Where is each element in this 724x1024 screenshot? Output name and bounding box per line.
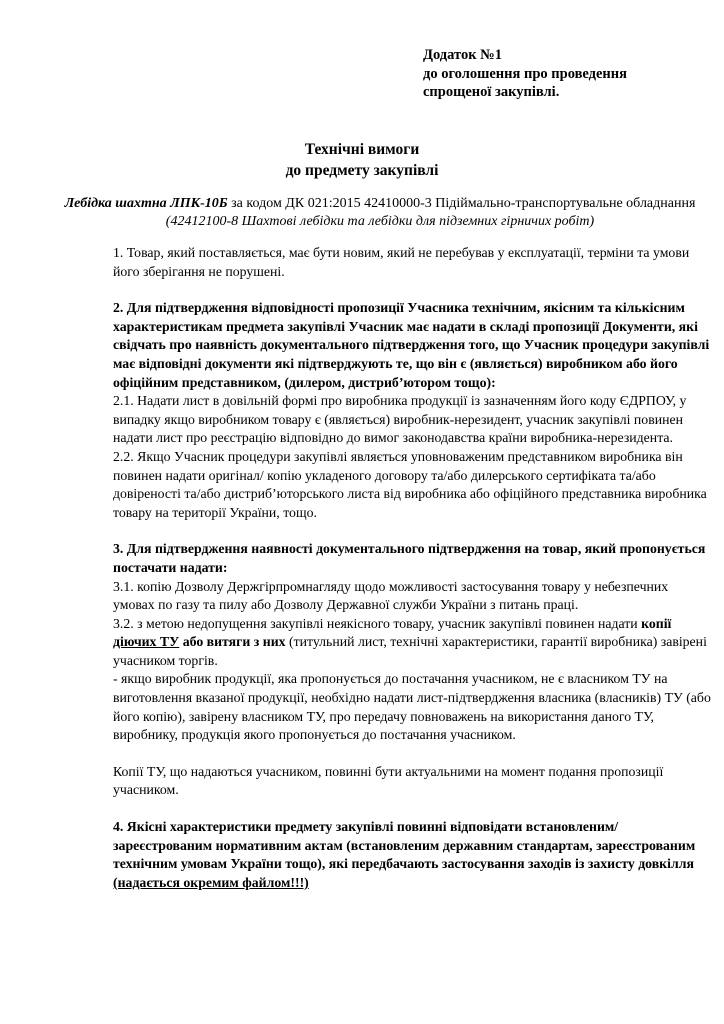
requirements-body bbox=[113, 244, 713, 892]
requirement-3-4: Копії ТУ, що надаються учасником, повинні бути актуальними на момент подання пропозиції учасником. bbox=[113, 763, 664, 798]
requirement-2-2: 2.2. Якщо Учасник процедури закупівлі являється уповноваженим представником виробника він повинен надати оригінал/ копію укладеного договору та/або дилерського сертифіката та/або довіреності та/або дистриб’юторського листа від виробника або офіційного представника виробника товару на території України, тощо. bbox=[113, 448, 707, 520]
appendix-line-1: Додаток №1 bbox=[423, 47, 502, 63]
product-code-detail: (42412100-8 Шахтові лебідки та лебідки для підземних гірничих робіт) bbox=[165, 214, 595, 229]
requirement-3-heading: 3. Для підтвердження наявності документального підтвердження на товар, який пропонується постачати надати: bbox=[113, 541, 706, 575]
requirement-3-2 bbox=[113, 615, 713, 671]
requirement-2-1: 2.1. Надати лист в довільній формі про виробника продукції із зазначенням його коду ЄДРПОУ, у випадку якщо виробником товару є (являється) виробник-нерезидент, учасник закупівлі повинен надати лист про реєстрацію відповідно до вимог законодавства країни виробника-нерезидента. bbox=[113, 393, 687, 446]
requirement-3-2-valid-tu: діючих ТУ bbox=[113, 634, 180, 650]
appendix-line-2: до оголошення про проведення bbox=[423, 65, 627, 82]
document-title bbox=[0, 139, 724, 181]
appendix-note bbox=[423, 46, 627, 102]
procurement-subject bbox=[60, 195, 700, 231]
requirement-4-text: 4. Якісні характеристики предмету закупівлі повинні відповідати встановленим/зареєстрованим нормативним актам (встановленим державним стандартам, зареєстрованим технічним умовам України тощо), які передбачають застосування заходів із захисту довкілля bbox=[113, 819, 696, 872]
requirement-3-1: 3.1. копію Дозволу Держгірпромнагляду щодо можливості застосування товару у небезпечних умовах по газу та пилу або Дозволу Державної служби України з питань праці. bbox=[113, 578, 669, 613]
title-line-1: Технічні вимоги bbox=[304, 141, 420, 158]
product-name: Лебідка шахтна ЛПК-10Б bbox=[64, 196, 228, 211]
title-line-2: до предмету закупівлі bbox=[285, 162, 439, 179]
requirement-3-2-text: 3.2. з метою недопущення закупівлі неякісного товару, учасник закупівлі повинен надати bbox=[113, 615, 642, 631]
requirement-3-2-copies: копії bbox=[641, 615, 672, 631]
appendix-line-3: спрощеної закупівлі. bbox=[423, 84, 560, 100]
requirement-1: 1. Товар, який поставляється, має бути новим, який не перебував у експлуатації, терміни та умови його зберігання не порушені. bbox=[113, 245, 690, 279]
requirement-2-heading: 2. Для підтвердження відповідності пропозиції Учасника технічним, якісним та кількісним характеристикам предмета закупівлі Учасник має надати в складі пропозиції Документи, які свідчать про наявність документального підтвердження того, що Учасник процедури закупівлі має відповідні документи які підтверджують те, що він є (являється) виробником або його офіційним представником, (дилером, дистриб’ютором тощо): bbox=[113, 300, 710, 390]
requirement-4-separate-file: (надається окремим файлом!!!) bbox=[113, 874, 309, 890]
requirement-3-2-extracts: або витяги з них bbox=[179, 634, 286, 650]
requirement-3-3: - якщо виробник продукції, яка пропонується до постачання учасником, не є власником ТУ на виготовлення вказаної продукції, необхідно надати лист-підтвердження власника (власників) ТУ (або його копію), завірену власником ТУ, про передачу повноважень на використання даного ТУ, виробнику, продукція якого пропонується до постачання учасником. bbox=[113, 671, 711, 743]
requirement-3-2-details: (титульний лист, технічні характеристики, гарантії виробника) завірені учасником торгів. bbox=[113, 634, 707, 668]
requirement-4 bbox=[113, 818, 713, 892]
product-code: за кодом ДК 021:2015 42410000-3 Підіймально-транспортувальне обладнання bbox=[227, 196, 696, 211]
